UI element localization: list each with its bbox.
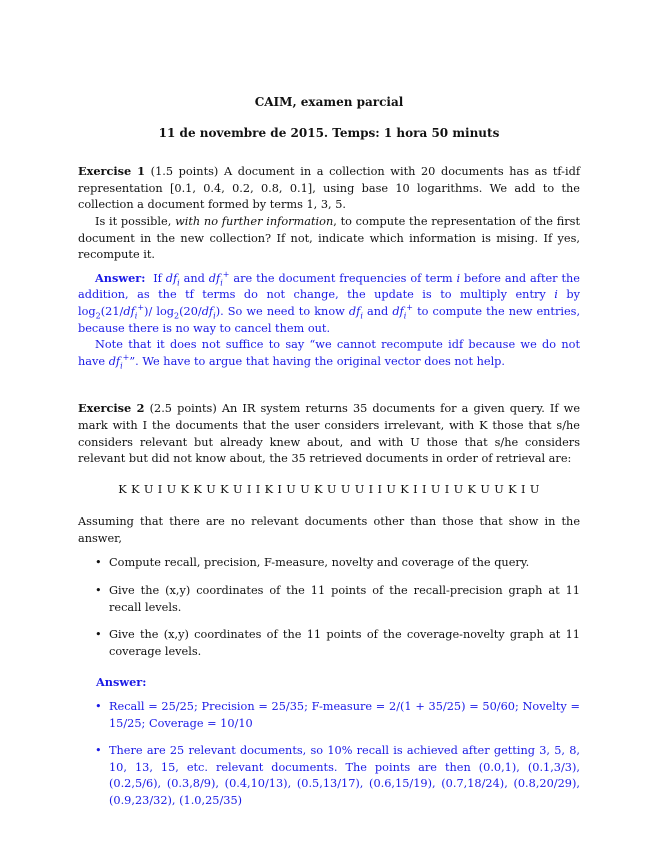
df-sub-i: i	[360, 311, 363, 321]
exam-page	[78, 88, 580, 821]
math-df-plus	[208, 269, 230, 287]
df-symbol: df	[123, 304, 135, 318]
log-base-2: 2	[174, 311, 180, 321]
exercise-2-assumption: Assuming that there are no relevant documents other than those that show in the answer,	[78, 515, 580, 545]
exam-title: CAIM, examen parcial	[254, 95, 404, 109]
task-item: • Give the (x,y) coordinates of the 11 points of the recall-precision graph at 11 recall levels.	[109, 583, 580, 616]
df-sub-i: i	[120, 360, 123, 370]
answer-item: • There are 25 relevant documents, so 10% recall is achieved after getting 3, 5, 8, 10, 13, 15, etc. relevant documents. The points are then (0.0,1), (0.1,3/3), (0.2,5/6), (0.3,8/9), (0.4,10/13), (0.5,13/17), (0.6,15/19), (0.7,18/24), (0.8,20/29), (0.9,23/32), (1.0,25/35)	[109, 743, 580, 809]
note-text-a: Note that it does not suffice to say “we cannot recompute idf because we do not have	[78, 338, 580, 368]
math-df-plus	[392, 303, 413, 321]
answer-text-f: to compute the new entries, because there is no way to cancel them out.	[78, 304, 581, 335]
exercise-1-text: A document in a collection with 20 documents has as tf-idf representation [0.1, 0.4, 0.2, 0.8, 0.1], using base 10 logarithms. We add to the collection a document formed by terms 1, 3, 5.	[78, 165, 581, 212]
math-log-expression	[78, 303, 216, 321]
exercise-2-statement	[78, 400, 580, 467]
df-sup-plus: +	[137, 303, 145, 313]
question-emphasis: with no further information	[175, 214, 334, 228]
div-sign: /	[148, 304, 153, 318]
exercise-2-label: Exercise 2	[78, 401, 145, 416]
df-symbol: df	[165, 271, 178, 285]
math-i: i	[554, 288, 558, 302]
exercise-1-label: Exercise 1	[78, 164, 146, 179]
question-post: , to compute the representation of the first document in the new collection? If not, indicate which information is mising. If yes, recompute it.	[78, 214, 580, 262]
df-sub-i: i	[213, 311, 216, 321]
log-2: log	[156, 304, 175, 318]
df-sup-plus: +	[406, 303, 413, 313]
paren-close: )	[144, 304, 149, 318]
df-symbol: df	[208, 271, 221, 285]
question-pre: Is it possible,	[95, 214, 172, 228]
df-symbol: df	[108, 354, 121, 368]
math-i: i	[456, 271, 461, 285]
exercise-1-answer-note	[78, 337, 580, 370]
exercise-1-question	[78, 214, 580, 264]
math-df	[348, 304, 363, 321]
exercise-2	[78, 400, 580, 809]
exercise-1-statement	[78, 163, 580, 214]
exercise-1-points: (1.5 points)	[150, 165, 219, 179]
df-symbol: df	[392, 304, 404, 318]
log-1: log	[78, 304, 96, 318]
answer-and: and	[183, 271, 205, 285]
df-sub-i: i	[220, 278, 223, 287]
log-base-1: 2	[95, 311, 101, 321]
answer-text-b: are the document frequencies of term	[233, 271, 453, 285]
df-sup-plus: +	[222, 269, 230, 279]
df-sub-i: i	[134, 311, 138, 321]
df-sub-i: i	[177, 278, 180, 287]
exercise-1-answer	[78, 270, 580, 337]
task-item: • Give the (x,y) coordinates of the 11 points of the coverage-novelty graph at 11 coverage levels.	[109, 627, 580, 660]
answer-text-e: ). So we need to know	[215, 304, 345, 318]
exercise-2-answer-label: Answer:	[96, 675, 147, 690]
exercise-2-tasks	[78, 555, 580, 660]
answer-label: Answer:	[95, 270, 146, 285]
df-symbol: df	[201, 304, 214, 318]
exercise-1	[78, 163, 580, 370]
log-arg-2: (20/	[179, 304, 202, 318]
df-sup-plus: +	[122, 352, 130, 362]
exercise-2-answers	[78, 699, 580, 810]
log-arg-1: (21/	[100, 304, 124, 318]
answer-and: and	[366, 304, 389, 318]
answer-text-c: before and after the addition, as the tf terms do not change, the update is to multiply entry	[78, 271, 580, 302]
exercise-2-points: (2.5 points)	[149, 402, 217, 416]
answer-text-a: If	[153, 271, 162, 285]
math-df-plus	[108, 352, 130, 370]
math-df	[166, 272, 180, 285]
exercise-2-text: An IR system returns 35 documents for a given query. If we mark with I the documents that the user considers irrelevant, with K those that s/he considers relevant but already knew about, and with U those that s/he considers relevant but did not know about, the 35 retrieved documents in order of retrieval are:	[78, 402, 581, 466]
retrieval-sequence: K K U I U K K U K U I I K I U U K U U U I I U K I I U I U K U U K I U	[118, 482, 540, 496]
task-item: • Compute recall, precision, F-measure, novelty and coverage of the query.	[109, 555, 580, 572]
answer-text-d: by	[566, 288, 580, 302]
df-symbol: df	[348, 304, 361, 318]
exam-subtitle: 11 de novembre de 2015. Temps: 1 hora 50 minuts	[158, 125, 500, 140]
df-sub-i: i	[403, 311, 407, 321]
note-text-b: ”. We have to argue that having the original vector does not help.	[129, 354, 506, 368]
answer-item: • Recall = 25/25; Precision = 25/35; F-measure = 2/(1 + 35/25) = 50/60; Novelty = 15/25; Coverage = 10/10	[109, 699, 580, 732]
